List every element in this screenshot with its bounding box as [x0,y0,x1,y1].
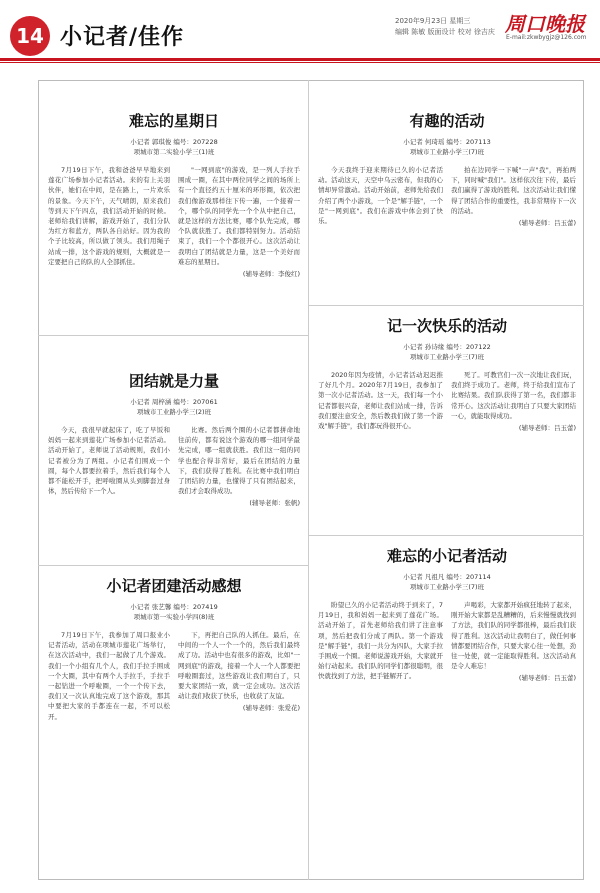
article-col-1: 2020年因为疫情，小记者活动迟迟推了好几个月。2020年7月19日，我参加了第一次小记者活动。这一天，我们每一个小记者都很兴奋，老师让我们站成一排，告诉我们要注意安全，然后教我们做了第一个游戏"解手链"，我们都玩得很开心。 [318,371,443,431]
article-col-1: 今天我终于迎来期待已久的小记者活动。活动这天，天空中乌云密布，但我的心情却异常激动。活动开始前，老师先给我们介绍了两个小游戏，一个是"解手链"，一个是"一网到底"。我们在游戏中体会到了快乐。 [318,166,443,226]
article-col-2: 声喝彩，大家都开始疯狂地转了起来，刚开始大家都是乱糟糟的，后来慢慢就找到了方法，我们队的同学都很棒，最后我们获得了胜利。这次活动让我明白了，做任何事情都要团结合作，只要大家心往一处想，劲往一处使，就一定能取得胜利。这次活动真是令人难忘！ (辅导老师：吕玉蕾) [451,601,576,683]
article-divider [38,565,308,566]
article-body [318,600,576,684]
section-title: 小记者/佳作 [60,24,185,50]
column-divider [308,80,309,880]
header-rule-thin [0,62,600,63]
article-byline: 小记者 何琦瑶 编号：207113 项城市工业路小学三(7)班 [403,138,491,156]
article-title: 难忘的星期日 [128,112,219,130]
page-header [0,0,600,68]
article-col-2: 下，再把自己队的人抓住。最后，在中间的一个人一个一个的，然后我们最终成了功。活动中也有很多的游戏，比如"一网到底"的游戏，接着一个人一个人都要把呼啦圈套过，这些游戏让我们明白了，只要大家团结一致，就一定会成功。这次活动让我们收获了快乐，也收获了友谊。 (辅导老师：张爱花) [178,631,300,713]
article-body [48,165,300,279]
mentor-line: (辅导老师：吕玉蕾) [518,219,576,228]
article-col-1: 7月19日下午，我和爸爸早早地来到莲花广场参加小记者活动。来的有上关羽伙伴，她们在中间，是在路上，一片欢乐的景象。今天下午，天气晴朗，原来我们等到天下午四点，我们活动开始的时候。老师给我们讲解，游戏开始了，我们分队为红方和蓝方，两队各自站好。因为我的个子比较高，所以做了领头。我们用绳子站成一排，这个游戏的规则，大概就是一定要把自己的队的人全部抓住。 [48,166,170,266]
article-body [48,630,300,722]
article-2 [48,370,300,509]
article-title: 小记者团建活动感想 [106,577,242,595]
article-3 [48,575,300,722]
date-line: 2020年9月23日 星期三 [395,17,471,25]
email-line: E-mail:zkwbygjz@126.com [506,34,587,41]
article-col-2: "一网到底"的游戏，是一列人手拉手围成一圈，在其中两位同学之间的场所上有一个直径约五十厘米的环形圈，依次把我们像游戏那样往下传一遍，一个接着一个，哪个队的同学先一个个从中把自己，就是这样的方法比赛，哪个队先完成，哪个队就获胜了。我们都特别努力。活动结束了，我们一个个都很开心。这次活动让我明白了团结就是力量，这是一个美好而难忘的星期日。 (辅导老师：李俊红) [178,166,300,279]
article-col-2: 比赛。然后两个圈的小记者都拼命地往前传，都有说这个游戏的哪一组同学最先完成，哪一组就获胜。我们这一组的同学也配合得非常好，最后在团结的力量下，我们获得了胜利。在比赛中我们明白了团结的力量，也懂得了只有团结起来，我们才会取得成功。 (辅导老师：张帆) [178,426,300,508]
article-1 [48,110,300,279]
article-byline: 小记者 凡祖凡 编号：207114 项城市工业路小学三(7)班 [403,573,491,591]
article-6 [318,545,576,684]
mentor-line: (辅导老师：张帆) [249,499,300,508]
article-byline: 小记者 周梓涵 编号：207061 项城市工业路小学三(2)班 [130,398,218,416]
article-divider [308,535,584,536]
article-col-2: 死了。可教官们一次一次地让我们玩，我们终于成功了。老师，终于给我们宣布了比赛结果。我们队获得了第一名，我们都非常开心。这次活动让我明白了只要大家团结一心，就能取得成功。 (辅导老师：吕玉蕾) [451,371,576,433]
article-byline: 小记者 张艺馨 编号：207419 项城市第一实验小学四(8)班 [130,603,218,621]
article-body [48,425,300,509]
mentor-line: (辅导老师：吕玉蕾) [518,674,576,683]
article-body [318,165,576,228]
article-5 [318,315,576,433]
article-col-2: 拍在边同学一下喊"一声"我"，再拍两下，同时喊"我们"。这样依次往下传，最后我们赢得了游戏的胜利。这次活动让我们懂得了团结合作的重要性，我非常期待下一次的活动。 (辅导老师：吕玉蕾) [451,166,576,228]
article-byline: 小记者 郭琪俊 编号：207228 项城市第二实验小学三(1)班 [130,138,218,156]
article-title: 难忘的小记者活动 [386,547,507,565]
article-4 [318,110,576,228]
header-rule [0,58,600,61]
staff-line: 编辑 陈敏 版面设计 校对 徐吉庆 [395,28,495,36]
article-divider [38,335,308,336]
mentor-line: (辅导老师：张爱花) [242,704,300,713]
article-title: 团结就是力量 [128,372,219,390]
article-title: 有趣的活动 [409,112,485,130]
article-divider [308,305,584,306]
article-byline: 小记者 孙诗缘 编号：207122 项城市工业路小学三(7)班 [403,343,491,361]
article-body [318,370,576,433]
article-col-1: 7月19日下午，我参加了周口报业小记者活动，活动在项城市莲花广场举行，在这次活动中，我们一起做了几个游戏。我们一个小组有几个人，我们手拉手围成一个大圈，其中有两个人手拉手，手拉手一起钻进一个呼啦圈，一个一个传下去，我们又一次认真地完成了这个游戏，那其中要把大家的手都连在一起，不可以松开。 [48,631,170,721]
header-meta [395,16,515,38]
page-number-badge: 14 [10,16,50,56]
article-col-1: 盼望已久的小记者活动终于到来了，7月19日，我和妈妈一起来到了莲花广场。活动开始了，首先老师给我们讲了注意事项，然后把我们分成了两队。第一个游戏是"解手链"，我们一共分为四队，大家手拉手围成一个圈。老师说游戏开始，大家就开始行动起来。我们队的同学们都很聪明，很快就找到了方法，把手链解开了。 [318,601,443,681]
article-title: 记一次快乐的活动 [386,317,507,335]
newspaper-logo: 周口晚报 [505,12,585,36]
article-col-1: 今天，我很早就起床了，吃了早饭和妈妈一起来到莲花广场参加小记者活动。活动开始了，老师说了活动规则，我们小记者被分为了两组。小记者们围成一个圆，每个人都要拉着手，然后我们每个人都不能松开手，把呼啦圈从头到脚套过身体，然后传给下一个人。 [48,426,170,496]
mentor-line: (辅导老师：吕玉蕾) [518,424,576,433]
mentor-line: (辅导老师：李俊红) [242,270,300,279]
